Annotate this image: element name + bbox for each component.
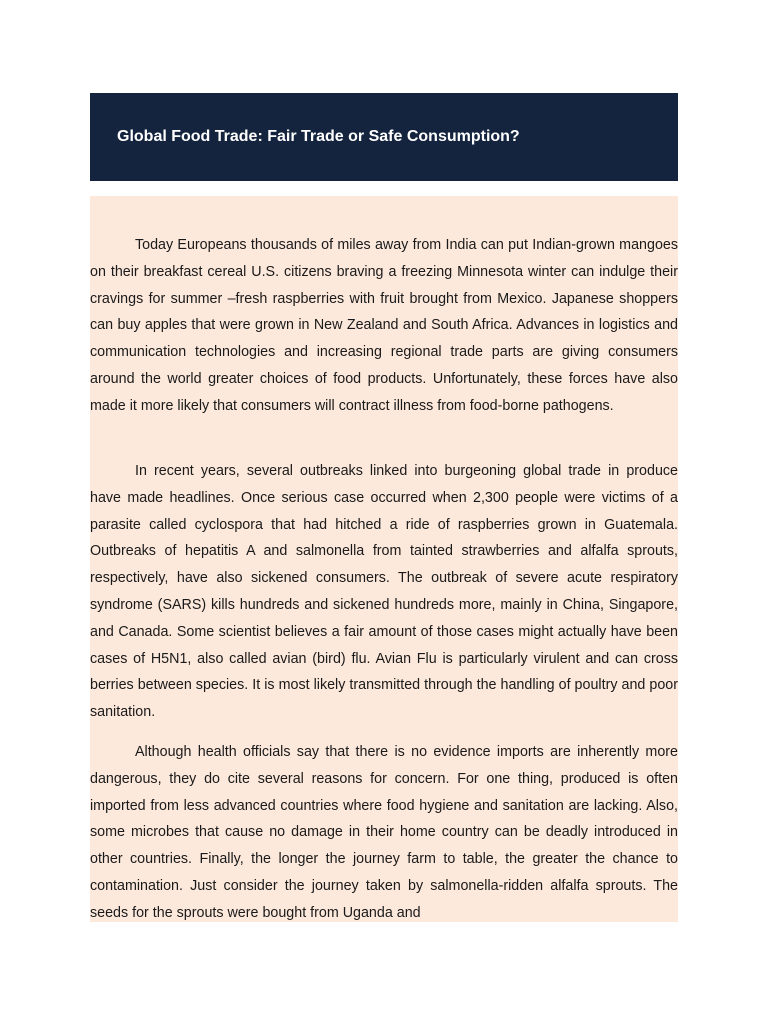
paragraph-2: In recent years, several outbreaks linked into burgeoning global trade in produce have made headlines. Once serious case occurred when 2,300 people were victims of a parasite called cyclospora that had hitched a ride of raspberries grown in Guatemala. Outbreaks of hepatitis A and salmonella from tainted strawberries and alfalfa sprouts, respectively, have also sickened consumers. The outbreak of severe acute respiratory syndrome (SARS) kills hundreds and sickened hundreds more, mainly in China, Singapore, and Canada. Some scientist believes a fair amount of those cases might actually have been cases of H5N1, also called avian (bird) flu. Avian Flu is particularly virulent and can cross berries between species. It is most likely transmitted through the handling of poultry and poor sanitation.: [90, 463, 678, 721]
title-banner: [90, 93, 678, 181]
paragraph-3: Although health officials say that there is no evidence imports are inherently more dangerous, they do cite several reasons for concern. For one thing, produced is often imported from less advanced countries where food hygiene and sanitation are lacking. Also, some microbes that cause no damage in their home country can be deadly introduced in other countries. Finally, the longer the journey farm to table, the greater the chance to contamination. Just consider the journey taken by salmonella-ridden alfalfa sprouts. The seeds for the sprouts were bought from Uganda and: [90, 744, 678, 921]
document-body: [90, 196, 678, 922]
document-title: Global Food Trade: Fair Trade or Safe Consumption?: [117, 128, 520, 145]
paragraph-1: Today Europeans thousands of miles away from India can put Indian-grown mangoes on their breakfast cereal U.S. citizens braving a freezing Minnesota winter can indulge their cravings for summer –fresh raspberries with fruit brought from Mexico. Japanese shoppers can buy apples that were grown in New Zealand and South Africa. Advances in logistics and communication technologies and increasing regional trade parts are giving consumers around the world greater choices of food products. Unfortunately, these forces have also made it more likely that consumers will contract illness from food-borne pathogens.: [90, 237, 678, 414]
